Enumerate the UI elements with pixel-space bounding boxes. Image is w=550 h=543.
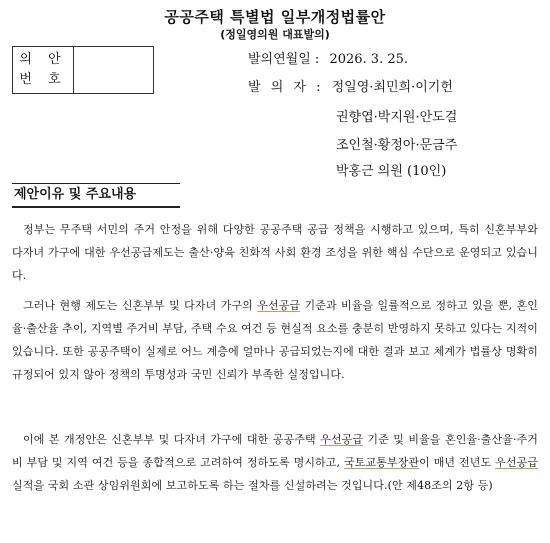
proposers-line-2: 권향엽·박지원·안도걸 bbox=[336, 110, 458, 125]
proposal-date-value: 2026. 3. 25. bbox=[329, 52, 409, 67]
bill-title: 공공주택 특별법 일부개정법률안 bbox=[164, 8, 386, 26]
proposers-line-4: 박홍근 의원 (10인) bbox=[336, 164, 447, 179]
p3-text-a: 이에 본 개정안은 신혼부부 및 다자녀 가구에 대한 공공주택 bbox=[23, 433, 321, 446]
bill-number-label-line1: 의 안 bbox=[19, 52, 67, 67]
bill-number-box bbox=[12, 46, 154, 94]
p2-underline: 우선공급 bbox=[257, 299, 301, 312]
bill-subtitle: (정일영의원 대표발의) bbox=[220, 28, 330, 41]
p2-text-a: 그러나 현행 제도는 신혼부부 및 다자녀 가구의 bbox=[23, 299, 258, 312]
body-paragraph-2 bbox=[12, 294, 538, 386]
p3-underline-2: 국토교통부장관 bbox=[344, 456, 420, 469]
p3-underline-1: 우선공급 bbox=[320, 433, 363, 446]
body-paragraph-3 bbox=[12, 428, 538, 497]
proposer-row bbox=[248, 76, 453, 95]
proposer-label: 발 의 자 : bbox=[248, 80, 324, 95]
section-heading-text: 제안이유 및 주요내용 bbox=[14, 187, 137, 202]
proposal-date-label: 발의연월일 : bbox=[248, 52, 320, 67]
p3-text-c: 이 매년 전년도 bbox=[419, 456, 496, 469]
p3-text-b: 기준 및 비율을 혼인율·출산율·주거비 부담 및 지역 여건 등을 종합적으로 고려하여 정하도록 명시하고, bbox=[12, 433, 538, 469]
p3-text-d: 실적을 국회 소관 상임위원회에 보고하도록 하는 절차를 신설하려는 것입니다.(안 제48조의 2항 등) bbox=[12, 479, 493, 492]
p3-underline-3: 우선공급 bbox=[495, 456, 538, 469]
bill-number-label-line2: 번 호 bbox=[19, 72, 67, 87]
proposal-date-row bbox=[248, 48, 408, 67]
section-heading bbox=[12, 186, 180, 208]
p2-text-b: 기준과 비율을 일률적으로 정하고 있을 뿐, 혼인율·출산율 추이, 지역별 주거비 부담, 주택 수요 여건 등 현실적 요소를 충분히 반영하지 못하고 있다는 지적이 있습니다. 또한 공공주택이 실제로 어느 계층에 얼마나 공급되었는지에 대한 결과 보고 체계가 법률상 명확히 규정되어 있지 않아 정책의 투명성과 국민 신뢰가 부족한 실정입니다. bbox=[12, 299, 538, 381]
bill-number-label bbox=[13, 47, 74, 93]
body-paragraph-1: 정부는 무주택 서민의 주거 안정을 위해 다양한 공공주택 공급 정책을 시행하고 있으며, 특히 신혼부부와 다자녀 가구에 대한 우선공급제도는 출산·양육 친화적 사회 환경 조성을 위한 핵심 수단으로 운영되고 있습니다. bbox=[12, 223, 538, 282]
proposers-line-3: 조인철·황정아·문금주 bbox=[336, 138, 458, 153]
bill-number-value bbox=[74, 47, 153, 93]
proposers-line-1: 정일영·최민희·이기헌 bbox=[331, 80, 453, 95]
